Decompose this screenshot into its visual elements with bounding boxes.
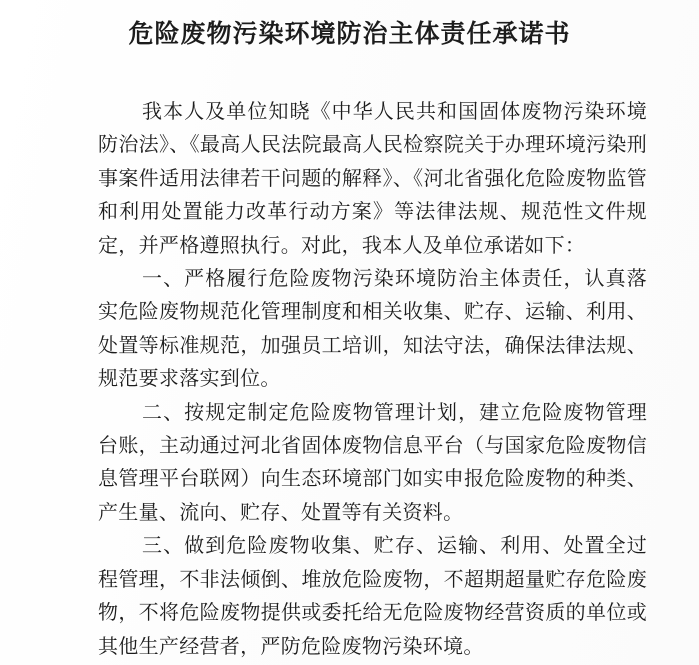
- paragraph-preamble: 我本人及单位知晓《中华人民共和国固体废物污染环境防治法》、《最高人民法院最高人民检察院关于办理环境污染刑事案件适用法律若干问题的解释》、《河北省强化危险废物监管和利用处置能力改革行动方案》等法律法规、规范性文件规定，并严格遵照执行。对此，我本人及单位承诺如下：: [98, 101, 647, 257]
- page-title: 危险废物污染环境防治主体责任承诺书: [128, 21, 571, 48]
- paragraph-commitment-2: 二、按规定制定危险废物管理计划，建立危险废物管理台账，主动通过河北省固体废物信息平台（与国家危险废物信息管理平台联网）向生态环境部门如实申报危险废物的种类、产生量、流向、贮存、处置等有关资料。: [98, 401, 647, 524]
- document-body: [98, 96, 647, 664]
- paragraph-commitment-1: 一、严格履行危险废物污染环境防治主体责任，认真落实危险废物规范化管理制度和相关收集、贮存、运输、利用、处置等标准规范，加强员工培训，知法守法，确保法律法规、规范要求落实到位。: [98, 268, 647, 391]
- paragraph-commitment-3: 三、做到危险废物收集、贮存、运输、利用、处置全过程管理，不非法倾倒、堆放危险废物，不超期超量贮存危险废物，不将危险废物提供或委托给无危险废物经营资质的单位或其他生产经营者，严防危险废物污染环境。: [98, 535, 647, 658]
